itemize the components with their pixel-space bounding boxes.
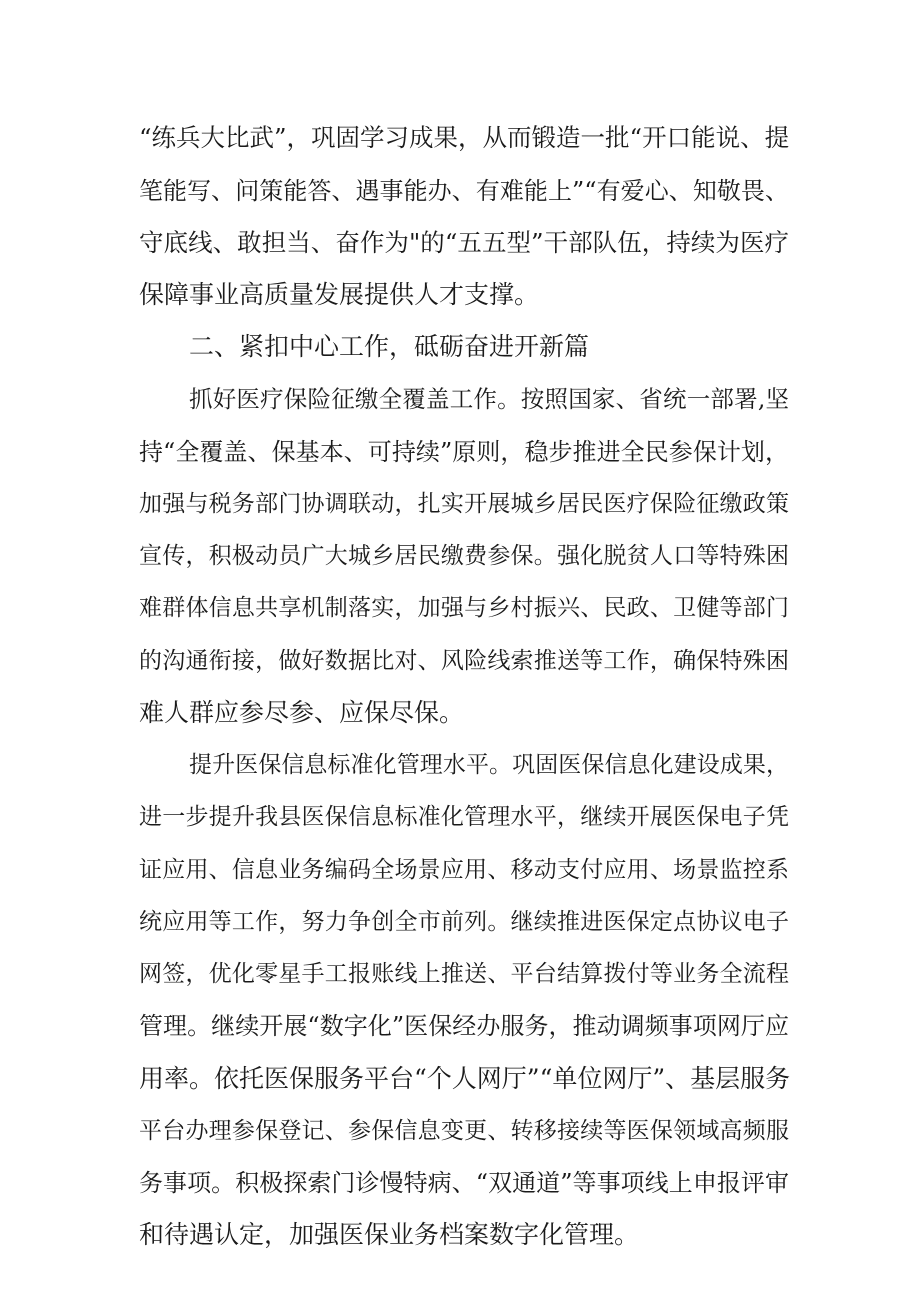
paragraph-3-line-10: 和待遇认定，加强医保业务档案数字化管理。	[139, 1220, 640, 1249]
paragraph-2-line-2: 持“全覆盖、保基本、可持续”原则，稳步推进全民参保计划，	[139, 438, 789, 466]
paragraph-1-line-4: 保障事业高质量发展提供人才支撑。	[139, 280, 540, 309]
paragraph-3-line-7: 用率。依托医保服务平台“个人网厅”“单位网厅”、基层服务	[139, 1064, 791, 1093]
paragraph-3-line-2: 进一步提升我县医保信息标准化管理水平，继续开展医保电子凭	[139, 804, 789, 830]
paragraph-3-line-3: 证应用、信息业务编码全场景应用、移动支付应用、场景监控系	[139, 857, 789, 883]
paragraph-1-line-3: 守底线、敢担当、奋作为"的“五五型”干部队伍，持续为医疗	[139, 228, 789, 257]
paragraph-2-line-1: 抓好医疗保险征缴全覆盖工作。按照国家、省统一部署,坚	[189, 385, 789, 413]
paragraph-3-line-6: 管理。继续开展“数字化”医保经办服务，推动调频事项网厅应	[139, 1012, 789, 1040]
paragraph-3-line-9: 务事项。积极探索门诊慢特病、“双通道”等事项线上申报评审	[139, 1169, 789, 1197]
paragraph-2-line-4: 宣传，积极动员广大城乡居民缴费参保。强化脱贫人口等特殊困	[139, 543, 789, 569]
paragraph-3-line-4: 统应用等工作，努力争创全市前列。继续推进医保定点协议电子	[139, 909, 789, 935]
paragraph-2-line-7: 难人群应参尽参、应保尽保。	[139, 698, 465, 727]
paragraph-2-line-5: 难群体信息共享机制落实，加强与乡村振兴、民政、卫健等部门	[139, 595, 789, 621]
paragraph-1-line-2: 笔能写、问策能答、遇事能办、有难能上”“有爱心、知敬畏、	[139, 177, 789, 205]
paragraph-3-line-1: 提升医保信息标准化管理水平。巩固医保信息化建设成果，	[189, 752, 789, 778]
paragraph-2-line-3: 加强与税务部门协调联动，扎实开展城乡居民医疗保险征缴政策	[139, 491, 789, 517]
paragraph-3-line-5: 网签，优化零星手工报账线上推送、平台结算拨付等业务全流程	[139, 961, 789, 987]
paragraph-2-line-6: 的沟通衔接，做好数据比对、风险线索推送等工作，确保特殊困	[139, 648, 789, 674]
paragraph-3-line-8: 平台办理参保登记、参保信息变更、转移接续等医保领域高频服	[139, 1118, 789, 1144]
paragraph-1-line-1: “练兵大比武”，巩固学习成果，从而锻造一批“开口能说、提	[139, 123, 790, 152]
section-heading-2: 二、紧扣中心工作，砥砺奋进开新篇	[189, 332, 590, 361]
